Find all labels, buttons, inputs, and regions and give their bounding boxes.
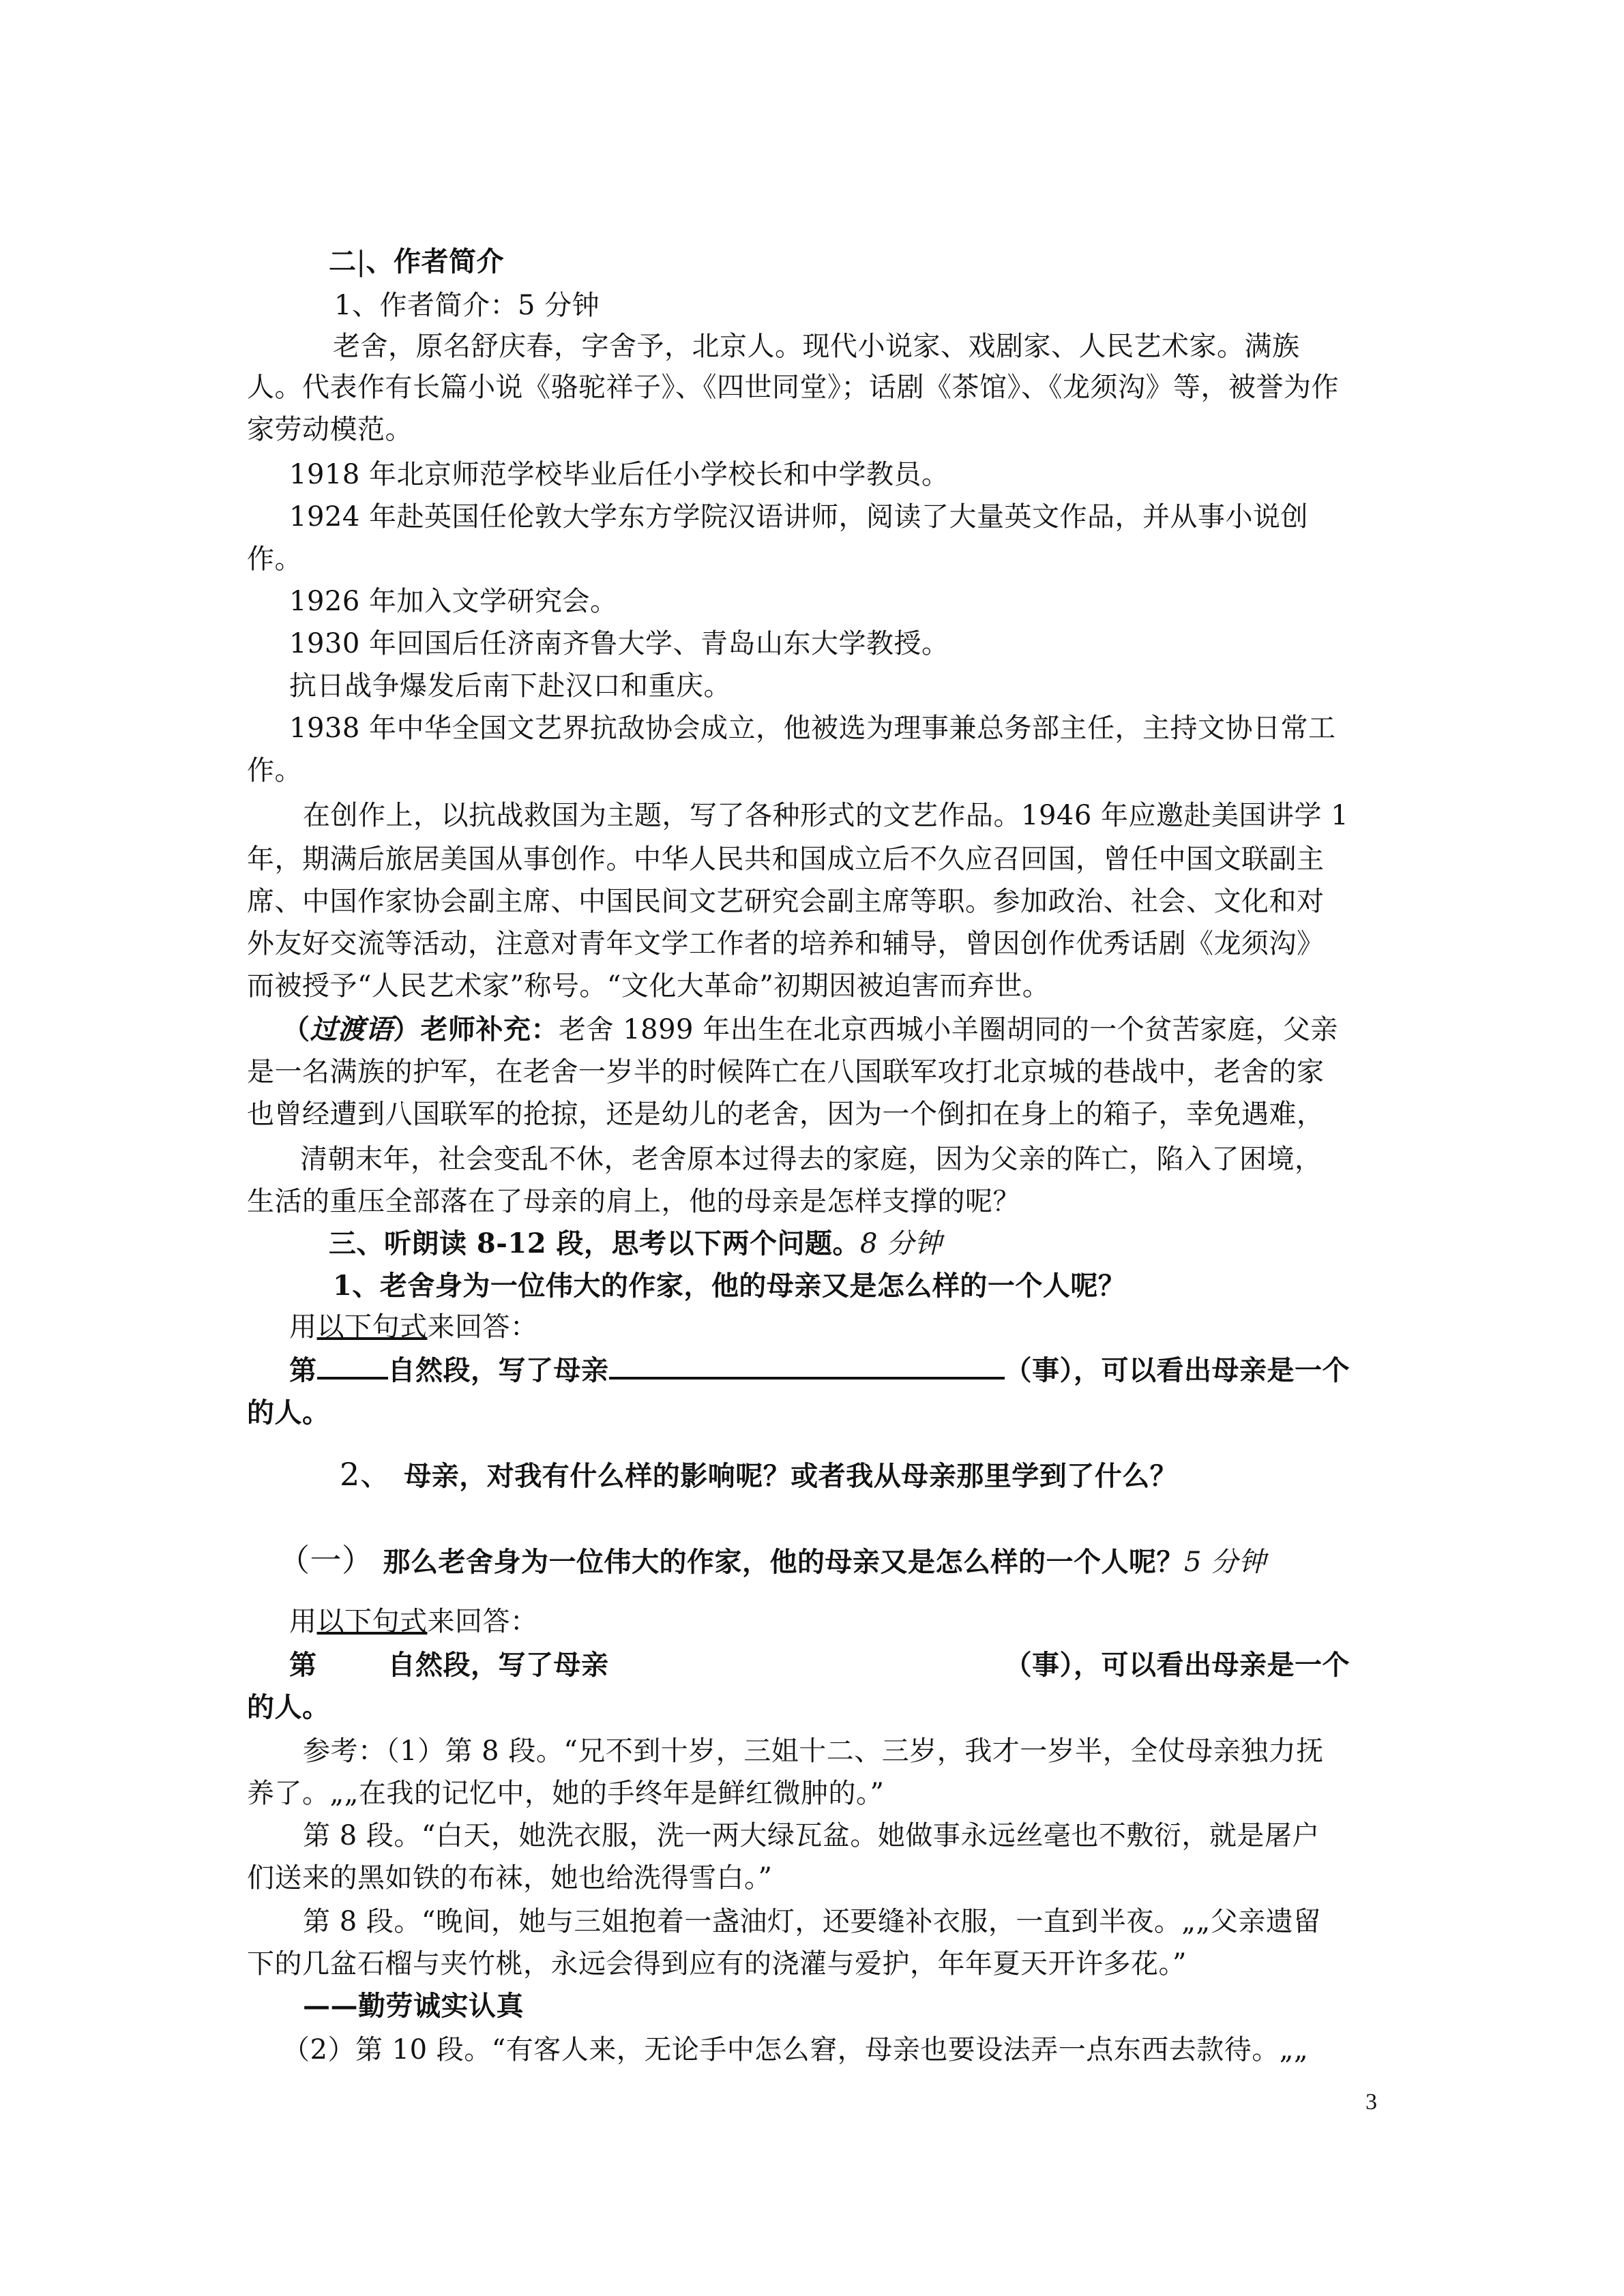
paragraph-line: 1938 年中华全国文艺界抗敌协会成立，他被选为理事兼总务部主任，主持文协日常工 bbox=[289, 713, 1336, 744]
paragraph-line: 生活的重压全部落在了母亲的肩上，他的母亲是怎样支撑的呢？ bbox=[247, 1186, 1020, 1217]
paragraph-line: 外友好交流等活动，注意对青年文学工作者的培养和辅导，曾因创作优秀话剧《龙须沟》 bbox=[247, 928, 1325, 959]
reference-line: （2）第 10 段。“有客人来，无论手中怎么窘，母亲也要设法弄一点东西去款待。„„ bbox=[282, 2034, 1309, 2066]
reference-summary: ——勤劳诚实认真 bbox=[303, 1990, 524, 2022]
page-number: 3 bbox=[1365, 2089, 1377, 2115]
reference-line: 参考：（1）第 8 段。“兄不到十岁，三姐十二、三岁，我才一岁半，全仗母亲独力抚 bbox=[303, 1735, 1324, 1767]
part-1-heading: （一） 那么老舍身为一位伟大的作家，他的母亲又是怎么样的一个人呢？5 分钟 bbox=[278, 1542, 1267, 1579]
paragraph-line: 1918 年北京师范学校毕业后任小学校长和中学教员。 bbox=[289, 459, 949, 490]
paragraph-line: 人。代表作有长篇小说《骆驼祥子》、《四世同堂》；话剧《茶馆》、《龙须沟》等，被誉为作 bbox=[247, 372, 1339, 403]
paragraph-line: 老舍，原名舒庆春，字舍予，北京人。现代小说家、戏剧家、人民艺术家。满族 bbox=[333, 331, 1300, 362]
paragraph-line: 而被授予“人民艺术家”称号。“文化大革命”初期因被迫害而弃世。 bbox=[247, 970, 1050, 1002]
paragraph-line: 席、中国作家协会副主席、中国民间文艺研究会副主席等职。参加政治、社会、文化和对 bbox=[247, 886, 1325, 917]
subheading-author-intro: 1、作者简介：5 分钟 bbox=[334, 290, 600, 321]
paragraph-line: 清朝末年，社会变乱不休，老舍原本过得去的家庭，因为父亲的阵亡，陷入了困境， bbox=[300, 1144, 1323, 1175]
paragraph-line: 年，期满后旅居美国从事创作。中华人民共和国成立后不久应召回国，曾任中国文联副主 bbox=[247, 844, 1325, 875]
paragraph-line: 也曾经遭到八国联军的抢掠，还是幼儿的老舍，因为一个倒扣在身上的箱子，幸免遇难， bbox=[247, 1099, 1325, 1130]
fill-in-end: 的人。 bbox=[247, 1397, 330, 1429]
transition-remark: （过渡语）老师补充：老舍 1899 年出生在北京西城小羊圈胡同的一个贫苦家庭，父亲 bbox=[282, 1013, 1338, 1045]
reference-line: 第 8 段。“白天，她洗衣服，洗一两大绿瓦盆。她做事永远丝毫也不敷衍，就是屠户 bbox=[303, 1820, 1320, 1851]
paragraph-line: 抗日战争爆发后南下赴汉口和重庆。 bbox=[289, 670, 731, 702]
reference-line: 第 8 段。“晚间，她与三姐抱着一盏油灯，还要缝补衣服，一直到半夜。„„父亲遗留 bbox=[303, 1906, 1321, 1937]
question-1: 1、老舍身为一位伟大的作家，他的母亲又是怎么样的一个人呢？ bbox=[333, 1270, 1126, 1302]
paragraph-line: 作。 bbox=[247, 755, 302, 786]
paragraph-line: 是一名满族的护军，在老舍一岁半的时候阵亡在八国联军攻打北京城的巷战中，老舍的家 bbox=[247, 1056, 1325, 1088]
reference-line: 们送来的黑如铁的布袜，她也给洗得雪白。” bbox=[247, 1862, 773, 1894]
question-2: 2、 母亲，对我有什么样的影响呢？或者我从母亲那里学到了什么？ bbox=[340, 1456, 1178, 1493]
transition-label: 过渡语 bbox=[310, 1013, 393, 1045]
reference-line: 养了。„„在我的记忆中，她的手终年是鲜红微肿的。” bbox=[247, 1778, 885, 1809]
section-heading-listen: 三、听朗读 8-12 段，思考以下两个问题。8 分钟 bbox=[329, 1227, 943, 1259]
blank-event[interactable] bbox=[609, 1350, 1005, 1380]
answer-format-intro: 用以下句式来回答： bbox=[289, 1311, 538, 1343]
reference-line: 下的几盆石榴与夹竹桃，永远会得到应有的浇灌与爱护，年年夏天开许多花。” bbox=[247, 1948, 1187, 1980]
paragraph-line: 1924 年赴英国任伦敦大学东方学院汉语讲师，阅读了大量英文作品，并从事小说创 bbox=[289, 501, 1309, 533]
paragraph-line: 在创作上，以抗战救国为主题，写了各种形式的文艺作品。1946 年应邀赴美国讲学 1 bbox=[303, 800, 1349, 831]
fill-in-template: 第 自然段，写了母亲 （事），可以看出母亲是一个 bbox=[289, 1649, 1350, 1681]
fill-in-template: 第 自然段，写了母亲 （事），可以看出母亲是一个 bbox=[289, 1349, 1350, 1392]
answer-format-intro: 用以下句式来回答： bbox=[289, 1606, 538, 1637]
fill-in-end: 的人。 bbox=[247, 1691, 330, 1723]
blank-paragraph[interactable] bbox=[317, 1350, 388, 1380]
section-heading-author: 二|、作者简介 bbox=[329, 245, 504, 278]
paragraph-line: 作。 bbox=[247, 543, 302, 575]
paragraph-line: 家劳动模范。 bbox=[247, 414, 413, 445]
paragraph-line: 1926 年加入文学研究会。 bbox=[289, 586, 618, 617]
paragraph-line: 1930 年回国后任济南齐鲁大学、青岛山东大学教授。 bbox=[289, 628, 949, 659]
